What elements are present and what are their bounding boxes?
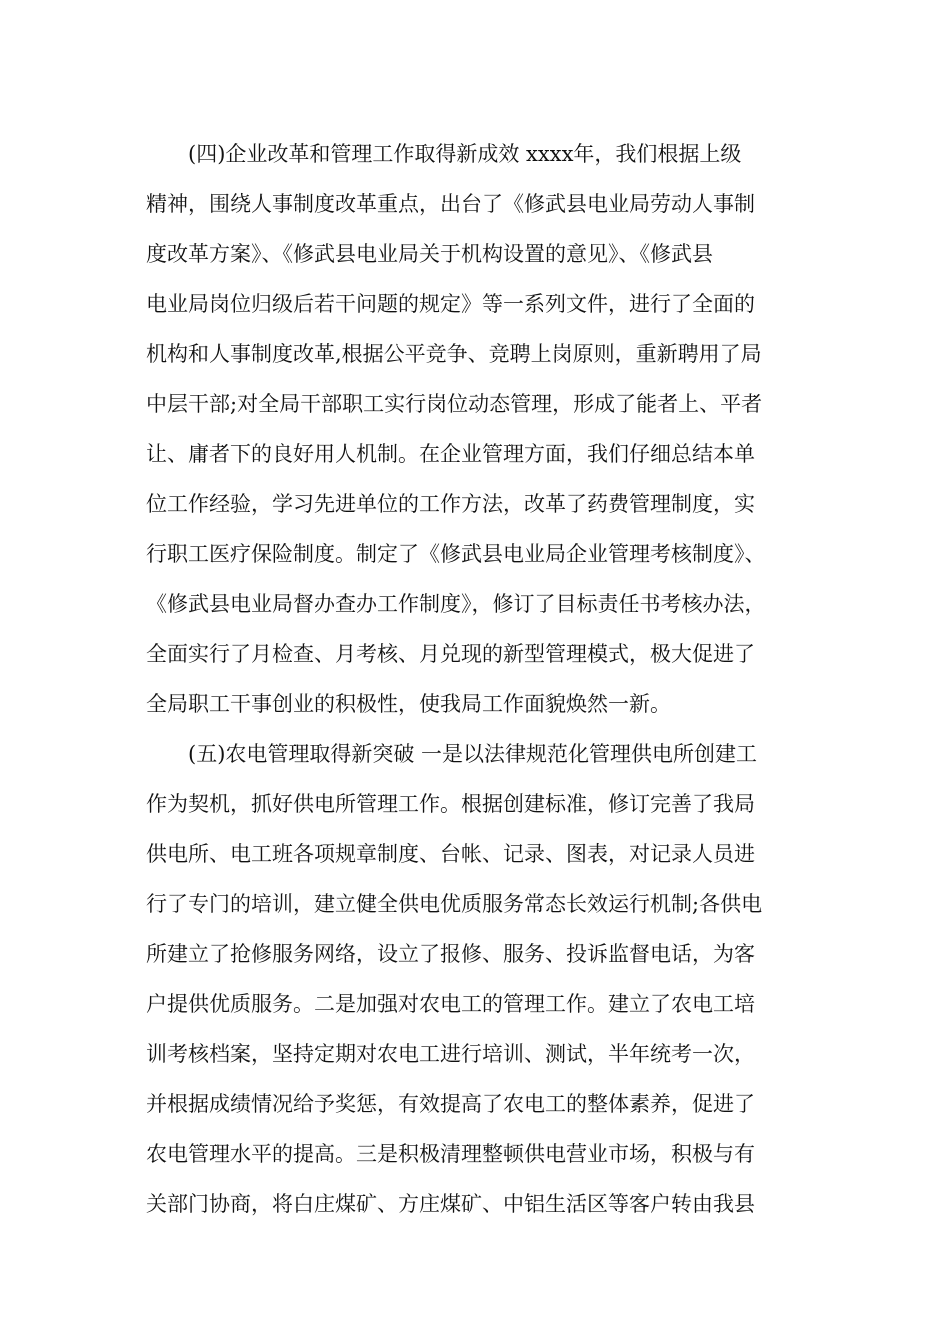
text-line: 位工作经验，学习先进单位的工作方法，改革了药费管理制度，实 xyxy=(146,492,755,516)
text-line: 训考核档案，坚持定期对农电工进行培训、测试，半年统考一次， xyxy=(146,1042,755,1066)
text-line: 精神，围绕人事制度改革重点，出台了《修武县电业局劳动人事制 xyxy=(146,192,755,216)
text-line: 行了专门的培训，建立健全供电优质服务常态长效运行机制;各供电 xyxy=(146,892,763,916)
text-line: 让、庸者下的良好用人机制。在企业管理方面，我们仔细总结本单 xyxy=(146,442,755,466)
text-line: 作为契机，抓好供电所管理工作。根据创建标准，修订完善了我局 xyxy=(146,792,755,816)
text-line: 中层干部;对全局干部职工实行岗位动态管理，形成了能者上、平者 xyxy=(146,392,763,416)
text-line: 关部门协商，将白庄煤矿、方庄煤矿、中铝生活区等客户转由我县 xyxy=(146,1192,755,1216)
text-line: 全局职工干事创业的积极性，使我局工作面貌焕然一新。 xyxy=(146,692,671,716)
text-line: 电业局岗位归级后若干问题的规定》等一系列文件，进行了全面的 xyxy=(146,292,755,316)
text-line: 农电管理水平的提高。三是积极清理整顿供电营业市场，积极与有 xyxy=(146,1142,755,1166)
text-line: 所建立了抢修服务网络，设立了报修、服务、投诉监督电话，为客 xyxy=(146,942,755,966)
text-line: 并根据成绩情况给予奖惩，有效提高了农电工的整体素养，促进了 xyxy=(146,1092,755,1116)
text-line: 度改革方案》、《修武县电业局关于机构设置的意见》、《修武县 xyxy=(146,242,713,266)
text-line: 机构和人事制度改革,根据公平竞争、竞聘上岗原则，重新聘用了局 xyxy=(146,342,762,366)
text-line: 户提供优质服务。二是加强对农电工的管理工作。建立了农电工培 xyxy=(146,992,755,1016)
text-line: 全面实行了月检查、月考核、月兑现的新型管理模式，极大促进了 xyxy=(146,642,755,666)
text-line: 行职工医疗保险制度。制定了《修武县电业局企业管理考核制度》、 xyxy=(146,542,766,566)
text-line: 供电所、电工班各项规章制度、台帐、记录、图表，对记录人员进 xyxy=(146,842,755,866)
text-line: (四)企业改革和管理工作取得新成效 xxxx年，我们根据上级 xyxy=(188,142,742,166)
text-line: (五)农电管理取得新突破 一是以法律规范化管理供电所创建工 xyxy=(188,742,758,766)
text-line: 《修武县电业局督办查办工作制度》，修订了目标责任书考核办法， xyxy=(146,592,766,616)
